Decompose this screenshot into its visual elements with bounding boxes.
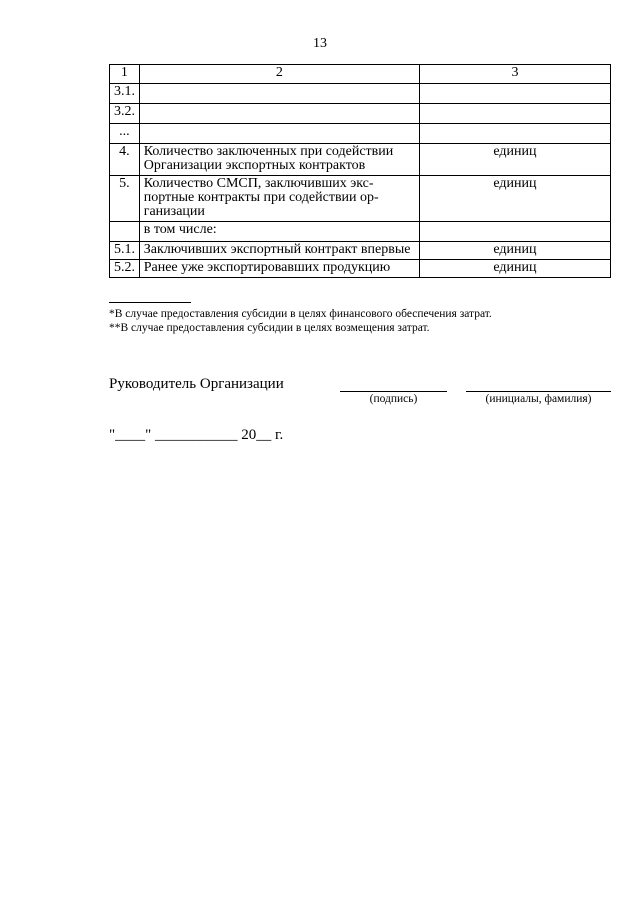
name-field: (инициалы, фамилия) — [466, 391, 611, 405]
footnotes — [109, 302, 609, 335]
page-number: 13 — [313, 36, 327, 51]
row-name-cell: в том числе: — [139, 222, 419, 242]
row-unit-cell — [419, 104, 610, 124]
row-number-cell: 5.1. — [110, 242, 140, 260]
footnote-financing: *В случае предоставления субсидии в целях финансового обеспечения затрат. — [109, 308, 492, 320]
table-row — [110, 176, 611, 222]
table-header-cell: 1 — [110, 65, 140, 84]
row-name-cell — [139, 84, 419, 104]
table-row — [110, 84, 611, 104]
row-number-cell: 3.2. — [110, 104, 140, 124]
table-row — [110, 222, 611, 242]
row-unit-cell: единиц — [419, 260, 610, 278]
row-number-cell — [110, 222, 140, 242]
signatory-title: Руководитель Организации — [109, 376, 284, 392]
date-line: "____" ___________ 20__ г. — [109, 427, 284, 443]
row-unit-cell — [419, 124, 610, 144]
row-number-cell: ... — [110, 124, 140, 144]
row-unit-cell: единиц — [419, 242, 610, 260]
signature-field: (подпись) — [340, 391, 447, 405]
row-number-cell: 5.2. — [110, 260, 140, 278]
row-number-cell: 4. — [110, 144, 140, 176]
row-name-cell: Заключивших экспортный контракт впервые — [139, 242, 419, 260]
footnote-reimbursement: **В случае предоставления субсидии в целях возмещения затрат. — [109, 322, 430, 334]
row-name-cell: Количество заключенных при содействии Организации экспортных контрактов — [139, 144, 419, 176]
row-unit-cell: единиц — [419, 144, 610, 176]
row-name-cell: Ранее уже экспортировавших продукцию — [139, 260, 419, 278]
row-unit-cell — [419, 84, 610, 104]
table-header-row — [110, 65, 611, 84]
table-header-cell: 2 — [139, 65, 419, 84]
row-number-cell: 5. — [110, 176, 140, 222]
footnote-divider — [109, 302, 191, 303]
table-header-cell: 3 — [419, 65, 610, 84]
row-name-cell — [139, 104, 419, 124]
table-row — [110, 260, 611, 278]
table-row — [110, 242, 611, 260]
row-name-cell — [139, 124, 419, 144]
row-unit-cell: единиц — [419, 176, 610, 222]
signature-block — [109, 376, 611, 416]
row-number-cell: 3.1. — [110, 84, 140, 104]
table-row — [110, 124, 611, 144]
row-unit-cell — [419, 222, 610, 242]
indicators-table — [109, 64, 611, 278]
row-name-cell: Количество СМСП, заключивших экс-портные контракты при содействии ор-ганизации — [139, 176, 419, 222]
table-row — [110, 104, 611, 124]
table-row — [110, 144, 611, 176]
